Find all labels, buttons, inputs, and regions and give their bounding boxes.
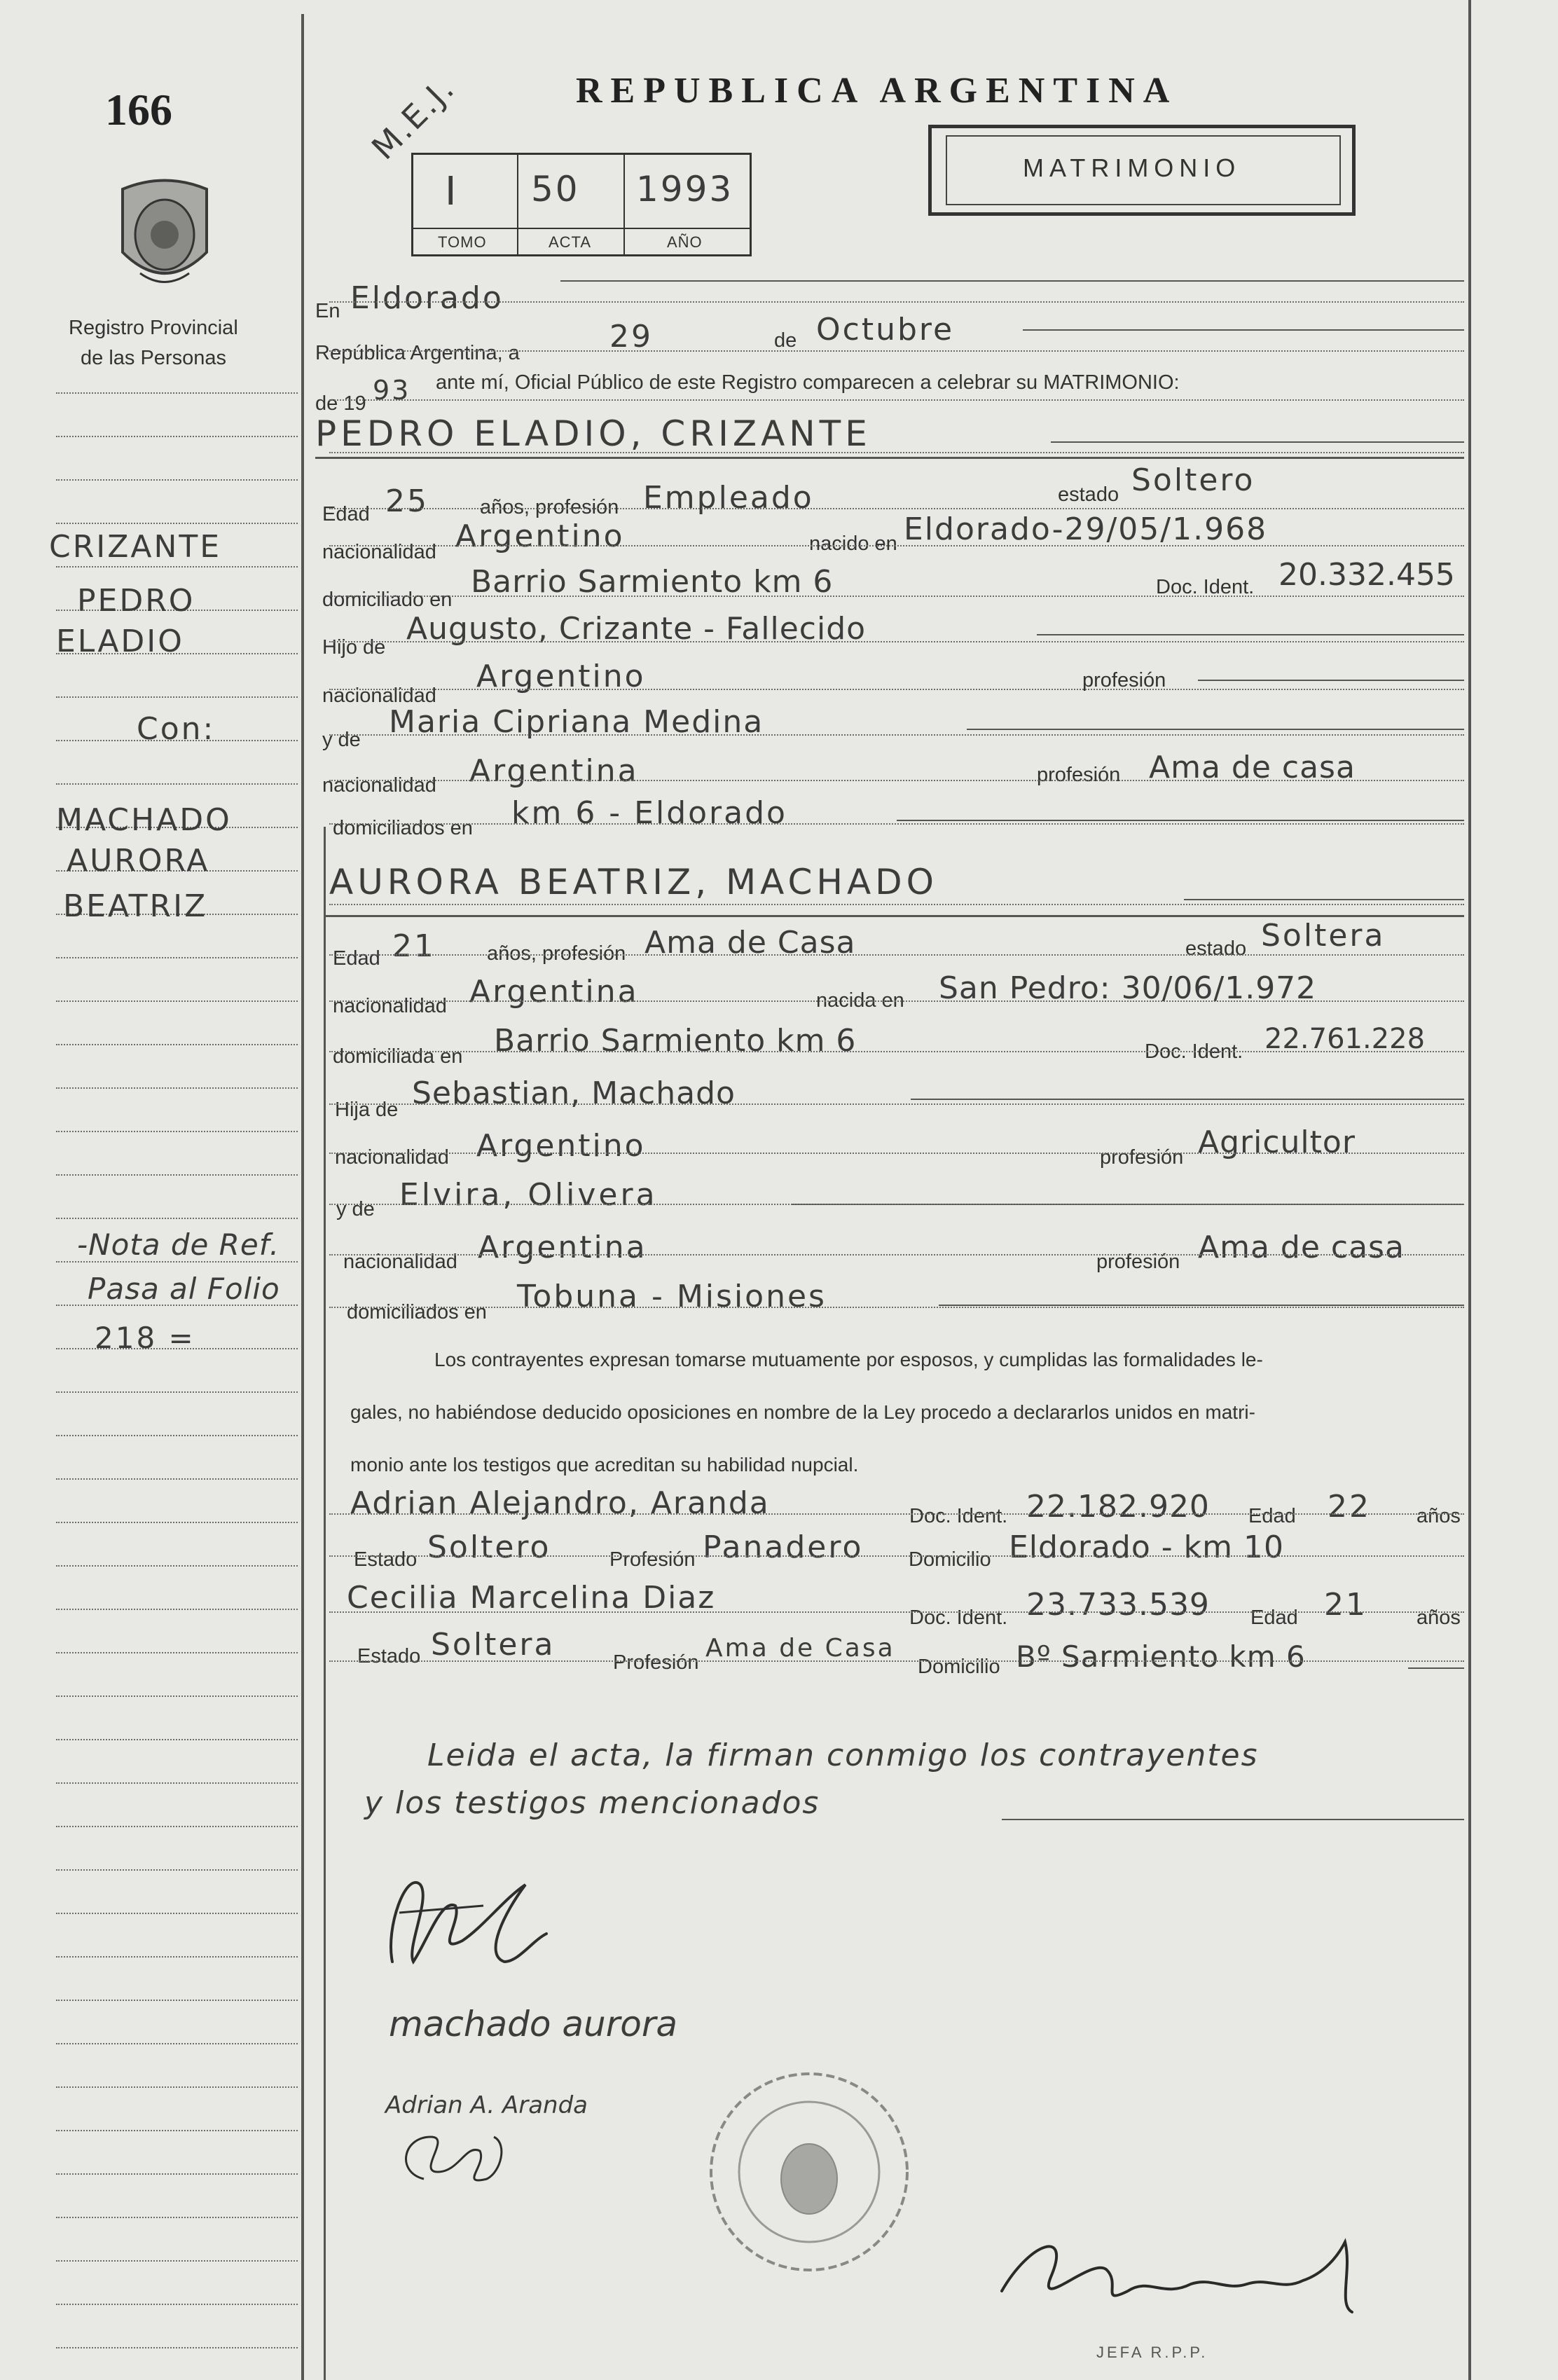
form-dotted-line bbox=[329, 1513, 1464, 1515]
declaration-line3: monio ante los testigos que acreditan su habilidad nupcial. bbox=[350, 1454, 859, 1476]
margin-bride-surname: MACHADO bbox=[56, 802, 232, 838]
form-dotted-line bbox=[329, 641, 1464, 642]
groom-nacido-label: nacido en bbox=[809, 532, 897, 555]
bride-profession: Ama de Casa bbox=[644, 925, 856, 961]
bride-father-prof-label: profesión bbox=[1100, 1146, 1184, 1169]
groom-edad-label: Edad bbox=[322, 503, 370, 525]
margin-con: Con: bbox=[137, 711, 216, 747]
margin-rule-line bbox=[56, 1087, 298, 1089]
groom-status: Soltero bbox=[1131, 462, 1255, 498]
bride-father-profession: Agricultor bbox=[1198, 1124, 1356, 1160]
margin-note-line2: Pasa al Folio bbox=[88, 1272, 280, 1306]
witness2-age: 21 bbox=[1324, 1587, 1367, 1623]
witness2-prof-label: Profesión bbox=[613, 1651, 699, 1674]
register-reference-box bbox=[411, 153, 752, 256]
margin-rule-line bbox=[56, 1044, 298, 1045]
margin-note-line1: -Nota de Ref. bbox=[77, 1227, 280, 1262]
margin-rule-line bbox=[56, 1609, 298, 1610]
registry-name-line2: de las Personas bbox=[81, 347, 226, 369]
groom-father-nat-label: nacionalidad bbox=[322, 685, 436, 707]
form-dotted-line bbox=[329, 1051, 1464, 1052]
witness2-address-line bbox=[1408, 1667, 1464, 1669]
margin-groom-name2: ELADIO bbox=[56, 624, 184, 659]
groom-full-name: PEDRO ELADIO, CRIZANTE bbox=[315, 413, 871, 454]
witness1-doc: 22.182.920 bbox=[1026, 1489, 1210, 1525]
official-stamp bbox=[704, 2067, 914, 2277]
bride-doc: 22.761.228 bbox=[1264, 1023, 1426, 1055]
groom-father-nationality: Argentino bbox=[476, 659, 646, 694]
margin-rule-line bbox=[56, 392, 298, 394]
margin-rule-line bbox=[56, 1869, 298, 1871]
bride-birth: San Pedro: 30/06/1.972 bbox=[939, 970, 1317, 1006]
form-dotted-line bbox=[329, 734, 1464, 736]
witness2-dom-label: Domicilio bbox=[918, 1656, 1000, 1678]
bride-hija-label: Hija de bbox=[335, 1099, 399, 1121]
form-dotted-line bbox=[329, 596, 1464, 597]
groom-father-prof-label: profesión bbox=[1082, 669, 1166, 692]
bride-name-rule bbox=[324, 915, 1464, 917]
margin-rule-line bbox=[56, 523, 298, 524]
margin-rule-line bbox=[56, 2304, 298, 2305]
bride-doc-label: Doc. Ident. bbox=[1145, 1040, 1243, 1063]
document-type: MATRIMONIO bbox=[1023, 153, 1241, 182]
closing-line1: Leida el acta, la firman conmigo los contrayentes bbox=[427, 1738, 1259, 1773]
form-dotted-line bbox=[329, 350, 1464, 352]
margin-rule-line bbox=[56, 479, 298, 481]
official-role: JEFA R.P.P. bbox=[1096, 2344, 1208, 2361]
right-border bbox=[1468, 0, 1471, 2380]
bride-yde-label: y de bbox=[336, 1198, 375, 1220]
form-dotted-line bbox=[329, 452, 1464, 453]
form-dotted-line bbox=[329, 1611, 1464, 1613]
form-dotted-line bbox=[329, 1000, 1464, 1002]
tomo-label: TOMO bbox=[438, 233, 487, 251]
tomo-value: I bbox=[445, 169, 459, 214]
groom-signature bbox=[364, 1857, 560, 1979]
margin-groom-name1: PEDRO bbox=[77, 583, 195, 619]
witness2-edad-label: Edad bbox=[1250, 1607, 1298, 1629]
declaration-line1: Los contrayentes expresan tomarse mutuamente por esposos, y cumplidas las formalidades le- bbox=[434, 1349, 1263, 1370]
groom-mother-nat-label: nacionalidad bbox=[322, 774, 436, 797]
groom-address: Barrio Sarmiento km 6 bbox=[471, 564, 834, 600]
form-dotted-line bbox=[329, 1204, 1464, 1205]
margin-rule-line bbox=[56, 566, 298, 568]
witness2-estado-label: Estado bbox=[357, 1645, 421, 1667]
witness1-profession: Panadero bbox=[703, 1529, 864, 1565]
form-dotted-line bbox=[329, 1555, 1464, 1557]
bride-father-nat-label: nacionalidad bbox=[335, 1146, 449, 1169]
margin-rule-line bbox=[56, 1131, 298, 1132]
witness1-name: Adrian Alejandro, Aranda bbox=[350, 1485, 770, 1521]
margin-rule-line bbox=[56, 1565, 298, 1567]
bride-nationality: Argentina bbox=[469, 974, 639, 1010]
groom-hijo-label: Hijo de bbox=[322, 636, 386, 659]
witness1-edad-label: Edad bbox=[1248, 1505, 1296, 1527]
bride-nacida-label: nacida en bbox=[816, 989, 904, 1012]
groom-age: 25 bbox=[385, 483, 429, 519]
bride-age: 21 bbox=[392, 928, 436, 964]
groom-mother-profession: Ama de casa bbox=[1149, 750, 1356, 785]
groom-domiciliado-label: domiciliado en bbox=[322, 589, 453, 611]
margin-rule-line bbox=[56, 2000, 298, 2001]
groom-nacionalidad-label: nacionalidad bbox=[322, 541, 436, 563]
form-dotted-line bbox=[329, 689, 1464, 690]
margin-rule-line bbox=[56, 2260, 298, 2262]
groom-father-prof-line bbox=[1198, 680, 1464, 681]
groom-name-line bbox=[1051, 441, 1464, 443]
form-dotted-line bbox=[329, 301, 1464, 303]
groom-anos-profesion-label: años, profesión bbox=[480, 496, 619, 518]
groom-father-line bbox=[1037, 634, 1464, 635]
bride-status: Soltera bbox=[1261, 918, 1386, 954]
margin-rule-line bbox=[56, 1695, 298, 1697]
witness1-dom-label: Domicilio bbox=[909, 1548, 991, 1571]
bride-nacionalidad-label: nacionalidad bbox=[333, 995, 447, 1017]
margin-rule-line bbox=[56, 1782, 298, 1784]
witness1-status: Soltero bbox=[427, 1529, 551, 1565]
margin-rule-line bbox=[56, 1478, 298, 1480]
margin-rule-line bbox=[56, 1652, 298, 1653]
margin-rule-line bbox=[56, 1826, 298, 1827]
witness1-prof-label: Profesión bbox=[609, 1548, 696, 1571]
bride-parents-dom-label: domiciliados en bbox=[347, 1301, 487, 1323]
margin-groom-surname: CRIZANTE bbox=[49, 529, 222, 565]
margin-rule-line bbox=[56, 436, 298, 437]
margin-rule-line bbox=[56, 2217, 298, 2218]
place-line bbox=[560, 280, 1464, 282]
margin-bride-name1: AURORA bbox=[67, 843, 210, 879]
groom-doc: 20.332.455 bbox=[1278, 557, 1455, 593]
acta-label: ACTA bbox=[549, 233, 592, 251]
acta-value: 50 bbox=[531, 169, 580, 209]
groom-parents-dom-label: domiciliados en bbox=[333, 817, 473, 839]
groom-father: Augusto, Crizante - Fallecido bbox=[406, 611, 867, 647]
bride-father: Sebastian, Machado bbox=[412, 1075, 736, 1111]
witness1-address: Eldorado - km 10 bbox=[1009, 1529, 1284, 1565]
bride-signature: machado aurora bbox=[389, 2004, 678, 2044]
de19-label: de 19 bbox=[315, 392, 366, 415]
witness2-anos-label: años bbox=[1416, 1607, 1461, 1629]
bride-father-line bbox=[911, 1099, 1464, 1100]
bride-estado-label: estado bbox=[1185, 937, 1247, 960]
margin-rule-line bbox=[56, 1174, 298, 1176]
document-type-box bbox=[928, 125, 1356, 216]
bride-mother-nat-label: nacionalidad bbox=[343, 1251, 457, 1273]
margin-rule-line bbox=[56, 783, 298, 785]
margin-rule-line bbox=[56, 957, 298, 958]
margin-rule-line bbox=[56, 1218, 298, 1219]
bride-parents-address: Tobuna - Misiones bbox=[517, 1279, 827, 1314]
form-dotted-line bbox=[329, 954, 1464, 956]
form-dotted-line bbox=[329, 823, 1464, 825]
bride-anos-profesion-label: años, profesión bbox=[487, 942, 626, 965]
ano-label: AÑO bbox=[667, 233, 703, 251]
bride-edad-label: Edad bbox=[333, 947, 380, 970]
bride-full-name: AURORA BEATRIZ, MACHADO bbox=[329, 862, 939, 902]
margin-rule-line bbox=[56, 696, 298, 698]
form-dotted-line bbox=[329, 1660, 1464, 1662]
place-value: Eldorado bbox=[350, 280, 504, 316]
margin-note-line3: 218 = bbox=[95, 1321, 195, 1355]
closing-line2: y los testigos mencionados bbox=[364, 1785, 820, 1821]
declaration-line2: gales, no habiéndose deducido oposiciones en nombre de la Ley procedo a declararlos unidos en matri- bbox=[350, 1401, 1255, 1423]
bride-mother: Elvira, Olivera bbox=[399, 1177, 658, 1213]
margin-rule-line bbox=[56, 1739, 298, 1740]
margin-bride-name2: BEATRIZ bbox=[63, 888, 208, 924]
groom-doc-label: Doc. Ident. bbox=[1156, 576, 1255, 598]
margin-rule-line bbox=[56, 1956, 298, 1958]
bride-mother-profession: Ama de casa bbox=[1198, 1230, 1405, 1265]
groom-name-rule bbox=[315, 457, 1464, 459]
groom-parents-line bbox=[897, 820, 1464, 821]
groom-birth: Eldorado-29/05/1.968 bbox=[904, 511, 1268, 547]
witness1-estado-label: Estado bbox=[354, 1548, 418, 1571]
ano-value: 1993 bbox=[636, 169, 734, 209]
groom-mother-prof-label: profesión bbox=[1037, 764, 1121, 786]
inner-separator bbox=[324, 827, 326, 2380]
margin-rule-line bbox=[56, 1391, 298, 1393]
bride-mother-nationality: Argentina bbox=[478, 1230, 647, 1265]
registry-name-line1: Registro Provincial bbox=[69, 317, 238, 339]
groom-yde-label: y de bbox=[322, 729, 361, 751]
groom-mother-line bbox=[967, 729, 1464, 730]
de-label: de bbox=[774, 329, 797, 352]
month-value: Octubre bbox=[816, 312, 955, 348]
margin-rule-line bbox=[56, 1913, 298, 1914]
bride-father-nationality: Argentino bbox=[476, 1128, 646, 1164]
witness2-doc-label: Doc. Ident. bbox=[909, 1607, 1008, 1629]
month-line bbox=[1023, 329, 1464, 331]
form-dotted-line bbox=[329, 545, 1464, 546]
form-dotted-line bbox=[329, 1254, 1464, 1256]
witness1-doc-label: Doc. Ident. bbox=[909, 1505, 1008, 1527]
groom-parents-address: km 6 - Eldorado bbox=[511, 795, 787, 831]
form-dotted-line bbox=[329, 780, 1464, 781]
bride-name-line bbox=[1184, 899, 1464, 900]
country-title: REPUBLICA ARGENTINA bbox=[576, 71, 1178, 111]
groom-estado-label: estado bbox=[1058, 483, 1119, 506]
bride-parents-line bbox=[939, 1305, 1464, 1306]
margin-rule-line bbox=[56, 2130, 298, 2131]
form-dotted-line bbox=[329, 1307, 1464, 1308]
witness1-signature: Adrian A. Aranda bbox=[385, 2091, 588, 2119]
bride-domiciliada-label: domiciliada en bbox=[333, 1045, 463, 1068]
witness2-profession: Ama de Casa bbox=[705, 1634, 895, 1663]
intro-text: ante mí, Oficial Público de este Registro comparecen a celebrar su MATRIMONIO: bbox=[436, 371, 1180, 394]
provincial-seal bbox=[112, 175, 217, 294]
groom-nationality: Argentino bbox=[455, 518, 625, 554]
margin-rule-line bbox=[56, 1000, 298, 1002]
en-label: En bbox=[315, 300, 340, 322]
bride-address: Barrio Sarmiento km 6 bbox=[494, 1023, 857, 1059]
form-dotted-line bbox=[329, 904, 1464, 905]
witness2-signature bbox=[396, 2123, 515, 2203]
republica-label: República Argentina, a bbox=[315, 342, 520, 364]
margin-rule-line bbox=[56, 1522, 298, 1523]
witness2-status: Soltera bbox=[431, 1627, 556, 1663]
witness1-anos-label: años bbox=[1416, 1505, 1461, 1527]
official-signature bbox=[988, 2214, 1380, 2330]
witness1-age: 22 bbox=[1328, 1489, 1371, 1525]
initials-annotation: M.E.J. bbox=[364, 69, 463, 167]
page-number: 166 bbox=[105, 85, 172, 135]
witness2-doc: 23.733.539 bbox=[1026, 1587, 1210, 1623]
closing-line bbox=[1002, 1819, 1464, 1820]
bride-mother-prof-label: profesión bbox=[1096, 1251, 1180, 1273]
margin-rule-line bbox=[56, 2043, 298, 2044]
form-dotted-line bbox=[329, 399, 1464, 401]
margin-rule-line bbox=[56, 1435, 298, 1436]
groom-mother: Maria Cipriana Medina bbox=[389, 704, 764, 740]
year-suffix: 93 bbox=[373, 375, 411, 406]
form-dotted-line bbox=[329, 1103, 1464, 1105]
witness2-address: Bº Sarmiento km 6 bbox=[1016, 1639, 1306, 1674]
margin-rule-line bbox=[56, 2086, 298, 2088]
margin-separator bbox=[301, 14, 304, 2380]
groom-mother-nationality: Argentina bbox=[469, 753, 639, 789]
witness2-name: Cecilia Marcelina Diaz bbox=[347, 1580, 716, 1616]
form-dotted-line bbox=[329, 1153, 1464, 1154]
day-value: 29 bbox=[609, 319, 653, 355]
margin-rule-line bbox=[56, 2347, 298, 2348]
form-dotted-line bbox=[329, 508, 1464, 509]
groom-profession: Empleado bbox=[643, 480, 814, 516]
margin-rule-line bbox=[56, 2173, 298, 2175]
